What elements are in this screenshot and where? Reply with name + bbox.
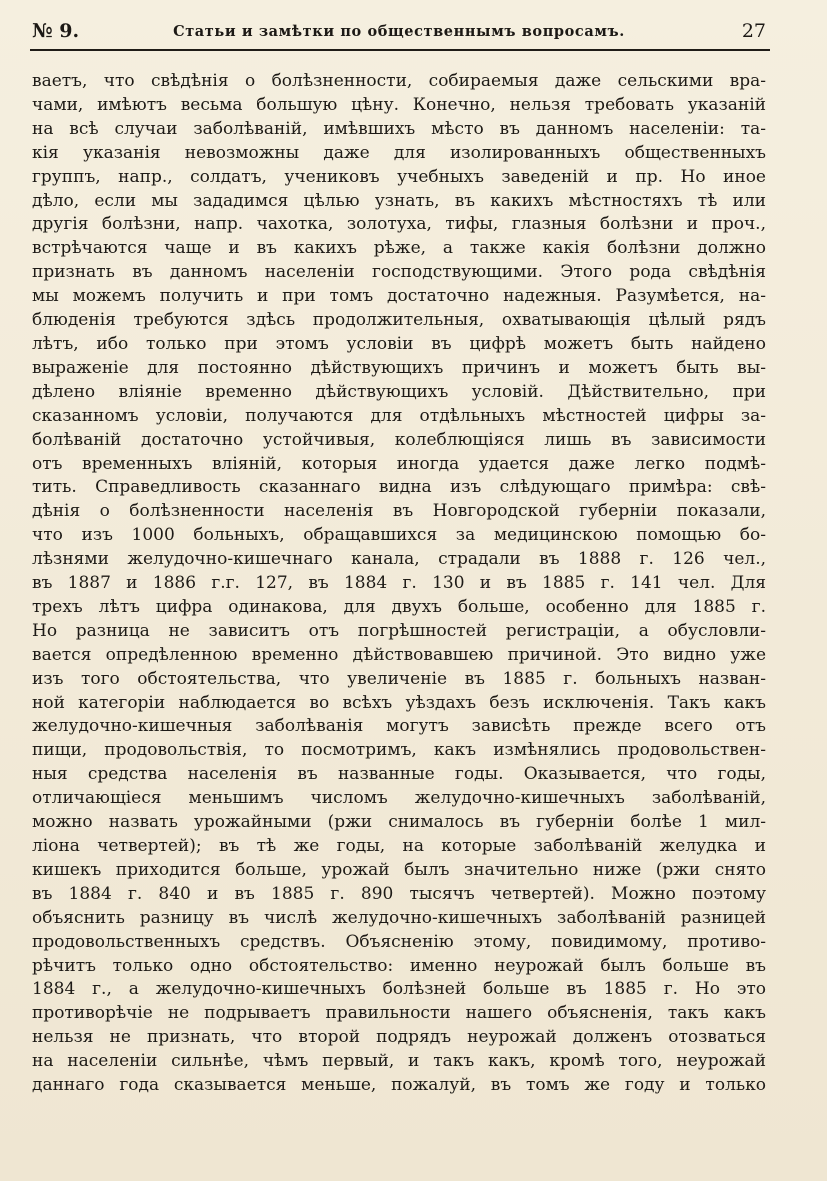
- text-line: ной категоріи наблюдается во всѣхъ уѣздахъ безъ исключенія. Такъ какъ: [32, 692, 766, 713]
- text-line: даннаго года сказывается меньше, пожалуй, въ томъ же году и только: [32, 1075, 766, 1096]
- article-body: [32, 70, 766, 1098]
- text-line: кія указанія невозможны даже для изолированныхъ общественныхъ: [32, 142, 766, 163]
- text-line: ныя средства населенія въ названные годы. Оказывается, что годы,: [32, 764, 766, 785]
- text-line: лѣзнями желудочно-кишечнаго канала, страдали въ 1888 г. 126 чел.,: [32, 549, 766, 570]
- text-line: другія болѣзни, напр. чахотка, золотуха, тифы, глазныя болѣзни и проч.,: [32, 214, 766, 235]
- text-line: мы можемъ получить и при томъ достаточно надежныя. Разумѣется, на-: [32, 286, 766, 307]
- text-line: ліона четвертей); въ тѣ же годы, на которые заболѣваній желудка и: [32, 836, 766, 856]
- text-line: объяснить разницу въ числѣ желудочно-кишечныхъ заболѣваній разницей: [32, 907, 766, 928]
- text-line: рѣчитъ только одно обстоятельство: именно неурожай былъ больше въ: [32, 955, 766, 976]
- text-line: чами, имѣютъ весьма большую цѣну. Конечно, нельзя требовать указаній: [32, 94, 766, 115]
- text-line: дѣло, если мы зададимся цѣлью узнать, въ какихъ мѣстностяхъ тѣ или: [32, 190, 766, 211]
- text-line: отличающіеся меньшимъ числомъ желудочно-кишечныхъ заболѣваній,: [32, 788, 766, 809]
- text-line: въ 1884 г. 840 и въ 1885 г. 890 тысячъ четвертей). Можно поэтому: [32, 883, 766, 904]
- header-rule: [30, 49, 770, 51]
- text-line: изъ того обстоятельства, что увеличеніе въ 1885 г. больныхъ назван-: [32, 668, 766, 689]
- issue-number: № 9.: [32, 20, 80, 42]
- text-line: продовольственныхъ средствъ. Объясненію этому, повидимому, противо-: [32, 931, 766, 952]
- text-line: вается опредѣленною временно дѣйствовавшею причиной. Это видно уже: [32, 644, 766, 665]
- text-line: дѣнія о болѣзненности населенія въ Новгородской губерніи показали,: [32, 501, 766, 522]
- text-line: желудочно-кишечныя заболѣванія могутъ зависѣть прежде всего отъ: [32, 716, 766, 737]
- text-line: признать въ данномъ населеніи господствующими. Этого рода свѣдѣнія: [32, 262, 766, 283]
- text-line: встрѣчаются чаще и въ какихъ рѣже, а также какія болѣзни должно: [32, 238, 766, 259]
- text-line: лѣтъ, ибо только при этомъ условіи въ цифрѣ можетъ быть найдено: [32, 333, 766, 354]
- text-line: въ 1887 и 1886 г.г. 127, въ 1884 г. 130 и въ 1885 г. 141 чел. Для: [32, 573, 766, 594]
- text-line: блюденія требуются здѣсь продолжительныя, охватывающія цѣлый рядъ: [32, 310, 766, 331]
- text-line: тить. Справедливость сказаннаго видна изъ слѣдующаго примѣра: свѣ-: [32, 477, 766, 498]
- text-line: 1884 г., а желудочно-кишечныхъ болѣзней больше въ 1885 г. Но это: [32, 979, 766, 1000]
- text-line: пищи, продовольствія, то посмотримъ, какъ измѣнялись продовольствен-: [32, 740, 766, 761]
- text-line: противорѣчіе не подрываетъ правильности нашего объясненія, такъ какъ: [32, 1003, 766, 1024]
- text-line: можно назвать урожайными (ржи снималось въ губерніи болѣе 1 мил-: [32, 812, 766, 833]
- section-title: Статьи и замѣтки по общественнымъ вопросамъ.: [173, 23, 625, 40]
- text-line: Но разница не зависитъ отъ погрѣшностей регистраціи, а обусловли-: [32, 620, 766, 641]
- text-line: выраженіе для постоянно дѣйствующихъ причинъ и можетъ быть вы-: [32, 357, 766, 378]
- text-line: трехъ лѣтъ цифра одинакова, для двухъ больше, особенно для 1885 г.: [32, 596, 766, 617]
- text-line: нельзя не признать, что второй подрядъ неурожай долженъ отозваться: [32, 1027, 766, 1048]
- text-line: на всѣ случаи заболѣваній, имѣвшихъ мѣсто въ данномъ населеніи: та-: [32, 118, 766, 139]
- page-number: 27: [741, 20, 766, 42]
- text-line: что изъ 1000 больныхъ, обращавшихся за медицинскою помощью бо-: [32, 525, 766, 546]
- text-line: сказанномъ условіи, получаются для отдѣльныхъ мѣстностей цифры за-: [32, 405, 766, 426]
- running-header: [30, 18, 768, 48]
- text-line: группъ, напр., солдатъ, учениковъ учебныхъ заведеній и пр. Но иное: [32, 166, 766, 187]
- text-line: кишекъ приходится больше, урожай былъ значительно ниже (ржи снято: [32, 859, 766, 880]
- text-line: ваетъ, что свѣдѣнія о болѣзненности, собираемыя даже сельскими вра-: [32, 71, 766, 91]
- text-line: отъ временныхъ вліяній, которыя иногда удается даже легко подмѣ-: [32, 453, 766, 474]
- text-line: на населеніи сильнѣе, чѣмъ первый, и такъ какъ, кромѣ того, неурожай: [32, 1051, 766, 1072]
- text-line: дѣлено вліяніе временно дѣйствующихъ условій. Дѣйствительно, при: [32, 381, 766, 402]
- text-line: болѣваній достаточно устойчивыя, колеблющіяся лишь въ зависимости: [32, 429, 766, 450]
